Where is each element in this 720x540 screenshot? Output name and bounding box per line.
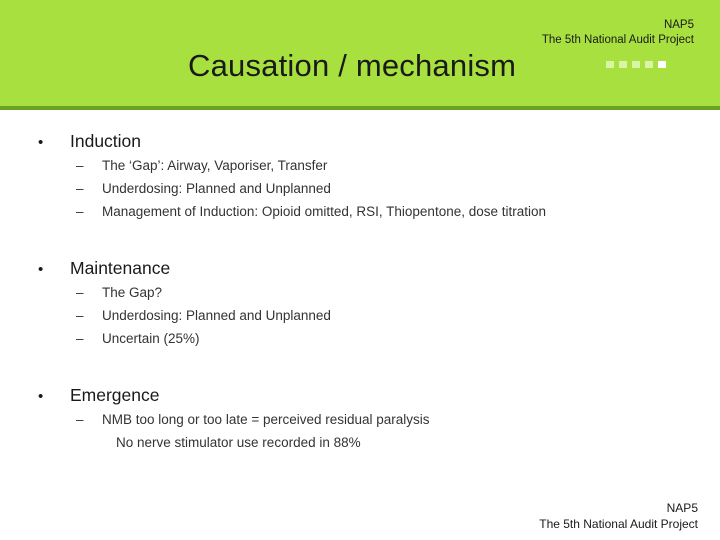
- footer-org-line1: NAP5: [666, 501, 698, 515]
- list-item: [76, 158, 327, 173]
- list-item-text: Underdosing: Planned and Unplanned: [102, 181, 331, 196]
- dot-2: [619, 61, 627, 68]
- bullet-icon: •: [38, 134, 44, 151]
- slide-title: Causation / mechanism: [188, 48, 517, 83]
- list-item-text: Management of Induction: Opioid omitted, RSI, Thiopentone, dose titration: [102, 204, 547, 219]
- list-item: [76, 181, 331, 196]
- dash-icon: –: [76, 412, 84, 427]
- bullet-icon: •: [38, 388, 44, 405]
- decorative-dots: [606, 61, 666, 68]
- section-label: Emergence: [70, 385, 160, 405]
- dash-icon: –: [76, 285, 84, 300]
- dash-icon: –: [76, 204, 84, 219]
- list-item: [76, 285, 162, 300]
- header-divider: [0, 106, 720, 110]
- footer-org-line2: The 5th National Audit Project: [539, 517, 698, 531]
- header-org-line1: NAP5: [663, 19, 694, 31]
- list-item-text: Underdosing: Planned and Unplanned: [102, 308, 331, 323]
- section-maintenance: [38, 258, 170, 279]
- list-item: [76, 204, 546, 219]
- dot-4: [645, 61, 653, 68]
- list-item-text: Uncertain (25%): [102, 331, 200, 346]
- list-item-continuation: No nerve stimulator use recorded in 88%: [116, 435, 361, 450]
- dash-icon: –: [76, 308, 84, 323]
- bullet-icon: •: [38, 261, 44, 278]
- list-item: [76, 331, 200, 346]
- dot-3: [632, 61, 640, 68]
- section-induction: [38, 131, 141, 152]
- list-item: [76, 412, 430, 427]
- list-item-text: The Gap?: [102, 285, 163, 300]
- dot-1: [606, 61, 614, 68]
- dash-icon: –: [76, 181, 84, 196]
- list-item-text: NMB too long or too late = perceived residual paralysis: [102, 412, 430, 427]
- section-label: Maintenance: [70, 258, 171, 278]
- header-org-line2: The 5th National Audit Project: [541, 34, 694, 46]
- section-emergence: [38, 385, 160, 406]
- section-label: Induction: [70, 131, 142, 151]
- dot-5: [658, 61, 666, 68]
- header-org-label: [542, 18, 694, 48]
- dash-icon: –: [76, 158, 84, 173]
- footer-org-label: [539, 500, 698, 532]
- dash-icon: –: [76, 331, 84, 346]
- list-item-text: The ‘Gap’: Airway, Vaporiser, Transfer: [102, 158, 328, 173]
- list-item: [76, 308, 331, 323]
